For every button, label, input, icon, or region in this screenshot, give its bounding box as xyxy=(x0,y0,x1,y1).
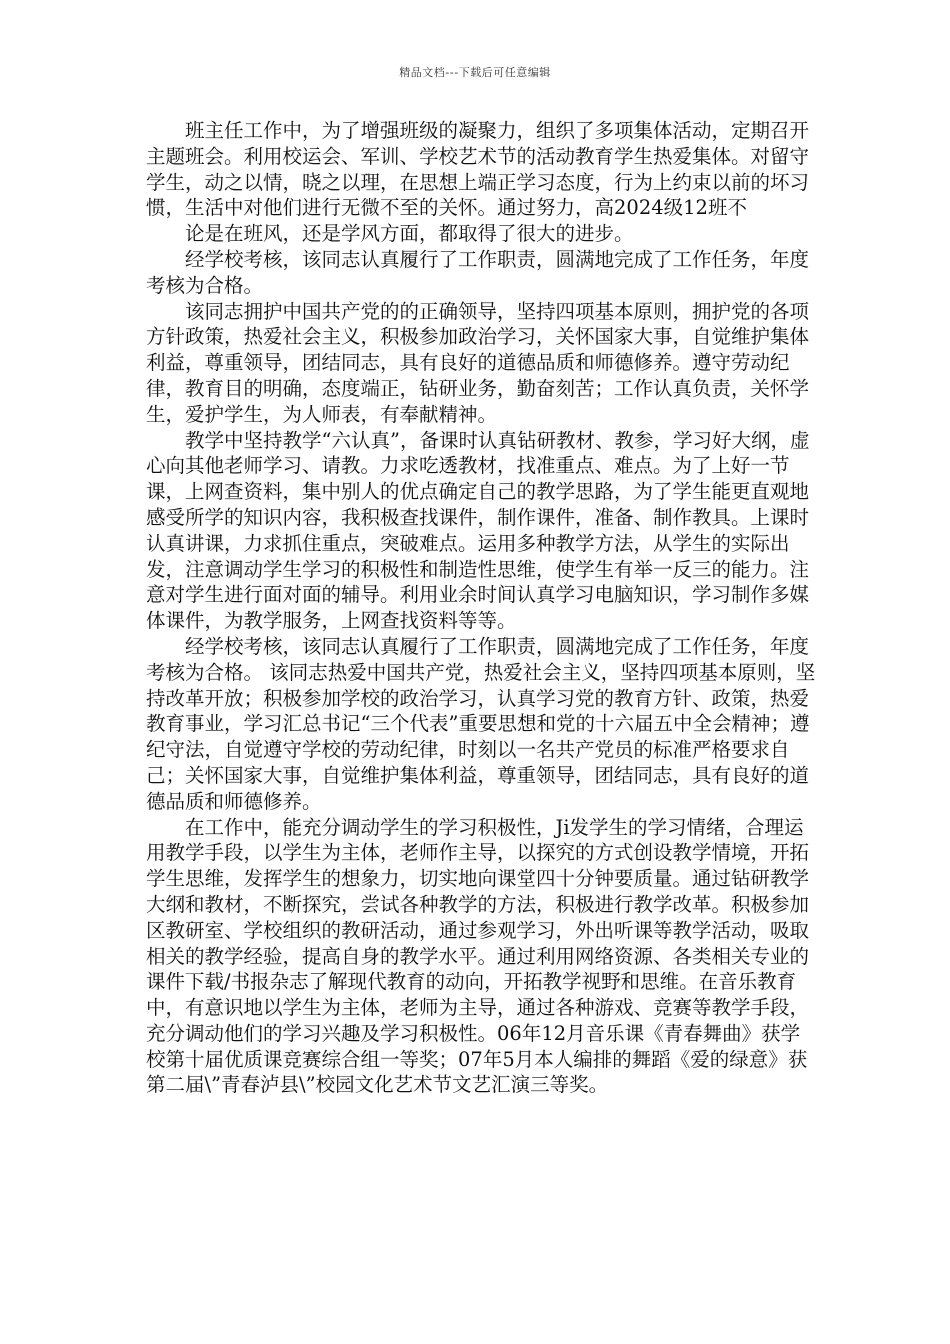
paragraph-teaching-practice: 教学中坚持教学“六认真”，备课时认真钻研教材、教参，学习好大纲，虚心向其他老师学习、请教。力求吃透教材，找准重点、难点。为了上好一节课，上网查资料，集中别人的优点确定自己的教学思路，为了学生能更直观地感受所学的知识内容，我积极查找课件，制作课件，准备、制作教具。上课时认真讲课，力求抓住重点，突破难点。运用多种教学方法，从学生的实际出发，注意调动学生学习的积极性和制造性思维，使学生有举一反三的能力。注意对学生进行面对面的辅导。利用业余时间认真学习电脑知识，学习制作多媒体课件，为教学服务，上网查找资料等等。 xyxy=(146,428,810,633)
paragraph-assessment-1: 经学校考核，该同志认真履行了工作职责，圆满地完成了工作任务，年度考核为合格。 xyxy=(146,247,810,297)
paragraph-class-progress: 论是在班风，还是学风方面，都取得了很大的进步。 xyxy=(185,222,634,246)
paragraph-assessment-2: 经学校考核，该同志认真履行了工作职责，圆满地完成了工作任务，年度考核为合格。 该同志热爱中国共产党，热爱社会主义，坚持四项基本原则，坚持改革开放；积极参加学校的政治学习，认真学习党的教育方针、政策，热爱教育事业，学习汇总书记“三个代表”重要思想和党的十六届五中全会精神；遵纪守法，自觉遵守学校的劳动纪律，时刻以一名共产党员的标准严格要求自己；关怀国家大事，自觉维护集体利益，尊重领导，团结同志，具有良好的道德品质和师德修养。 xyxy=(146,634,816,813)
page-header: 精品文档---下载后可任意编辑 xyxy=(399,66,551,79)
paragraph-political-attitude: 该同志拥护中国共产党的的正确领导，坚持四项基本原则，拥护党的各项方针政策，热爱社会主义，积极参加政治学习，关怀国家大事，自觉维护集体利益，尊重领导，团结同志，具有良好的道德品质和师德修养。遵守劳动纪律，教育目的明确，态度端正，钻研业务，勤奋刻苦；工作认真负责，关怀学生，爱护学生，为人师表，有奉献精神。 xyxy=(146,299,810,426)
paragraph-work-achievements: 在工作中，能充分调动学生的学习积极性，Ji发学生的学习情绪，合理运用教学手段，以学生为主体，老师作主导，以探究的方式创设教学情境，开拓学生思维，发挥学生的想象力，切实地向课堂四十分钟要质量。通过钻研教学大纲和教材，不断探究，尝试各种教学的方法，积极进行教学改革。积极参加区教研室、学校组织的教研活动，通过参观学习，外出听课等教学活动，吸取相关的教学经验，提高自身的教学水平。通过利用网络资源、各类相关专业的课件下载/书报杂志了解现代教育的动向，开拓教学视野和思维。在音乐教育中，有意识地以学生为主体，老师为主导，通过各种游戏、竞赛等教学手段，充分调动他们的学习兴趣及学习积极性。06年12月音乐课《青春舞曲》获学校第十届优质课竞赛综合组一等奖；07年5月本人编排的舞蹈《爱的绿意》获第二届\”青春泸县\”校园文化艺术节文艺汇演三等奖。 xyxy=(146,815,810,1097)
paragraph-class-teacher-work: 班主任工作中，为了增强班级的凝聚力，组织了多项集体活动，定期召开主题班会。利用校运会、军训、学校艺术节的活动教育学生热爱集体。对留守学生，动之以情，晓之以理，在思想上端正学习态度，行为上约束以前的坏习惯，生活中对他们进行无微不至的关怀。通过努力，高2024级12班不 xyxy=(146,119,810,220)
document-body xyxy=(146,118,818,1098)
